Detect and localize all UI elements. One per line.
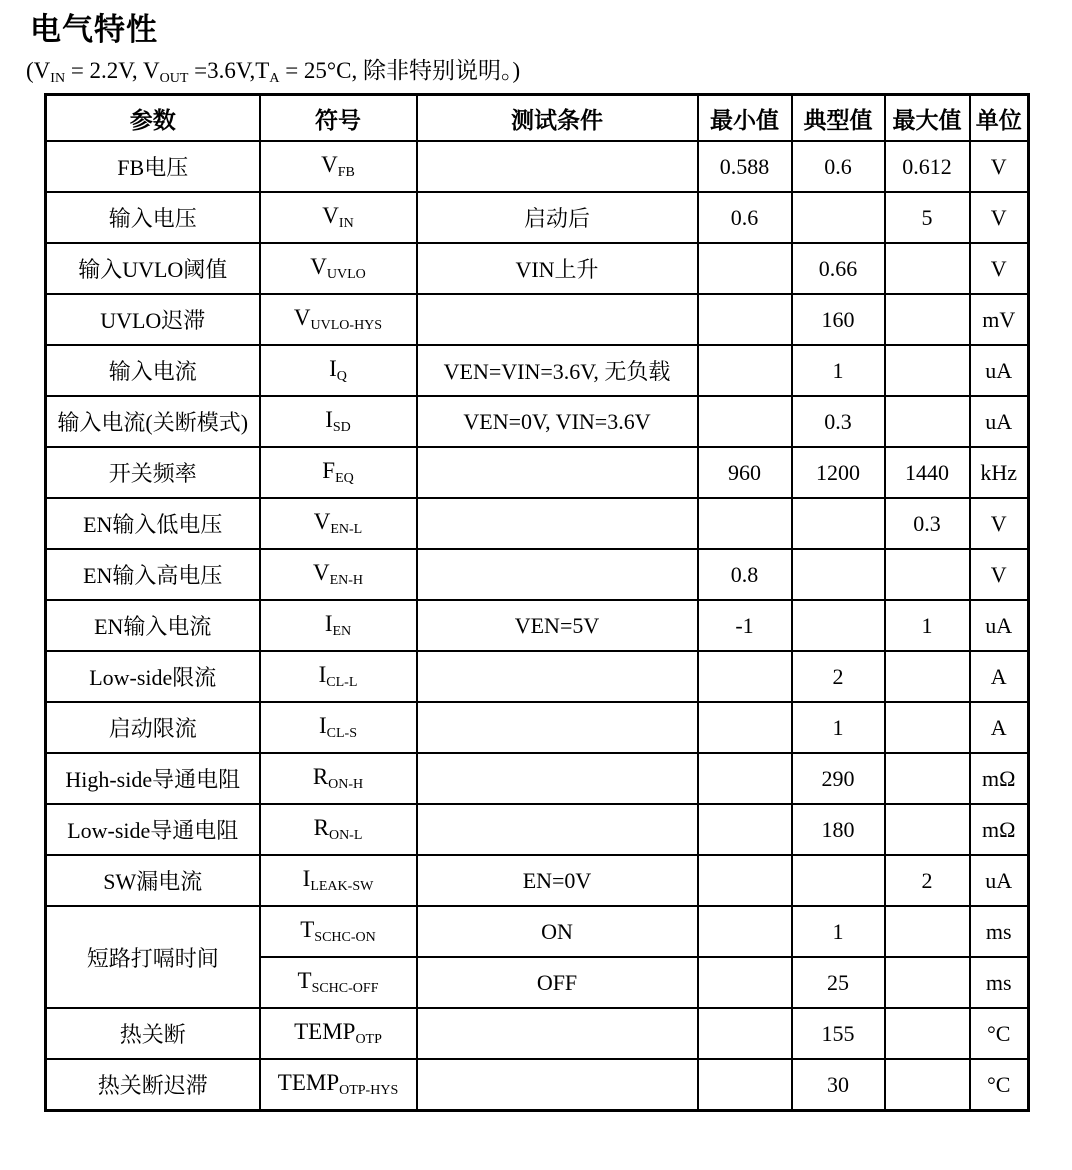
condition-cell bbox=[417, 498, 698, 549]
symbol-subscript: SCHC-OFF bbox=[311, 981, 379, 996]
condition-cell bbox=[417, 294, 698, 345]
max-value-cell bbox=[885, 345, 970, 396]
symbol-subscript: EN bbox=[332, 624, 352, 639]
max-value-cell: 1440 bbox=[885, 447, 970, 498]
column-header-param: 参数 bbox=[46, 95, 260, 142]
conditions-note-seg2: = 2.2V, V bbox=[65, 58, 160, 83]
column-header-typ: 典型值 bbox=[792, 95, 885, 142]
table-row bbox=[46, 804, 1029, 855]
condition-cell bbox=[417, 804, 698, 855]
table-row bbox=[46, 1008, 1029, 1059]
symbol-cell bbox=[260, 600, 417, 651]
max-value-cell bbox=[885, 651, 970, 702]
symbol-subscript: ON-L bbox=[328, 828, 363, 843]
symbol-subscript: SD bbox=[332, 420, 351, 435]
condition-cell bbox=[417, 753, 698, 804]
symbol-cell bbox=[260, 141, 417, 192]
symbol-subscript: ON-H bbox=[328, 777, 364, 792]
min-value-cell bbox=[698, 702, 792, 753]
max-value-cell bbox=[885, 549, 970, 600]
min-value-cell: 960 bbox=[698, 447, 792, 498]
max-value-cell: 2 bbox=[885, 855, 970, 906]
min-value-cell bbox=[698, 396, 792, 447]
condition-cell bbox=[417, 141, 698, 192]
conditions-note-seg4: = 25°C, 除非特别说明。) bbox=[279, 58, 521, 83]
max-value-cell: 5 bbox=[885, 192, 970, 243]
column-header-symbol: 符号 bbox=[260, 95, 417, 142]
column-header-condition: 测试条件 bbox=[417, 95, 698, 142]
max-value-cell bbox=[885, 294, 970, 345]
param-cell: 输入电流 bbox=[46, 345, 260, 396]
table-row bbox=[46, 549, 1029, 600]
symbol-subscript: SCHC-ON bbox=[314, 930, 376, 945]
typ-value-cell bbox=[792, 549, 885, 600]
max-value-cell bbox=[885, 906, 970, 957]
unit-cell: A bbox=[970, 651, 1029, 702]
electrical-characteristics-table bbox=[44, 93, 1030, 1112]
condition-cell bbox=[417, 1059, 698, 1111]
table-row bbox=[46, 192, 1029, 243]
symbol-base: TEMP bbox=[294, 1019, 356, 1044]
param-cell: Low-side限流 bbox=[46, 651, 260, 702]
symbol-base: I bbox=[329, 356, 337, 381]
symbol-cell bbox=[260, 192, 417, 243]
min-value-cell: 0.8 bbox=[698, 549, 792, 600]
table-row bbox=[46, 498, 1029, 549]
max-value-cell bbox=[885, 1008, 970, 1059]
symbol-cell bbox=[260, 1059, 417, 1111]
symbol-base: V bbox=[322, 203, 339, 228]
typ-value-cell: 30 bbox=[792, 1059, 885, 1111]
symbol-cell bbox=[260, 855, 417, 906]
min-value-cell bbox=[698, 855, 792, 906]
min-value-cell bbox=[698, 804, 792, 855]
param-cell: Low-side导通电阻 bbox=[46, 804, 260, 855]
max-value-cell: 0.3 bbox=[885, 498, 970, 549]
min-value-cell bbox=[698, 294, 792, 345]
symbol-cell bbox=[260, 702, 417, 753]
table-row bbox=[46, 294, 1029, 345]
unit-cell: °C bbox=[970, 1059, 1029, 1111]
symbol-base: T bbox=[300, 917, 315, 942]
condition-cell: 启动后 bbox=[417, 192, 698, 243]
min-value-cell: -1 bbox=[698, 600, 792, 651]
unit-cell: ms bbox=[970, 906, 1029, 957]
typ-value-cell bbox=[792, 498, 885, 549]
typ-value-cell: 0.66 bbox=[792, 243, 885, 294]
table-row bbox=[46, 396, 1029, 447]
min-value-cell bbox=[698, 753, 792, 804]
conditions-note-sub2: OUT bbox=[159, 71, 189, 86]
typ-value-cell: 25 bbox=[792, 957, 885, 1008]
table-row bbox=[46, 702, 1029, 753]
unit-cell: kHz bbox=[970, 447, 1029, 498]
min-value-cell: 0.6 bbox=[698, 192, 792, 243]
symbol-base: TEMP bbox=[277, 1070, 340, 1095]
param-cell: 热关断迟滞 bbox=[46, 1059, 260, 1111]
condition-cell bbox=[417, 651, 698, 702]
condition-cell: OFF bbox=[417, 957, 698, 1008]
min-value-cell bbox=[698, 957, 792, 1008]
symbol-subscript: OTP bbox=[355, 1032, 382, 1047]
symbol-cell bbox=[260, 1008, 417, 1059]
symbol-base: R bbox=[313, 815, 329, 840]
symbol-subscript: EQ bbox=[335, 471, 354, 486]
unit-cell: uA bbox=[970, 345, 1029, 396]
symbol-base: V bbox=[312, 560, 330, 585]
max-value-cell bbox=[885, 957, 970, 1008]
column-header-min: 最小值 bbox=[698, 95, 792, 142]
param-cell: 输入电流(关断模式) bbox=[46, 396, 260, 447]
param-cell: FB电压 bbox=[46, 141, 260, 192]
unit-cell: uA bbox=[970, 600, 1029, 651]
symbol-base: F bbox=[322, 458, 336, 483]
param-cell: EN输入高电压 bbox=[46, 549, 260, 600]
symbol-subscript: Q bbox=[336, 369, 347, 384]
unit-cell: mΩ bbox=[970, 753, 1029, 804]
max-value-cell bbox=[885, 1059, 970, 1111]
min-value-cell bbox=[698, 1008, 792, 1059]
symbol-subscript: UVLO bbox=[326, 267, 366, 282]
typ-value-cell: 1200 bbox=[792, 447, 885, 498]
typ-value-cell: 1 bbox=[792, 702, 885, 753]
unit-cell: A bbox=[970, 702, 1029, 753]
max-value-cell bbox=[885, 804, 970, 855]
symbol-cell bbox=[260, 804, 417, 855]
symbol-base: I bbox=[318, 713, 327, 738]
max-value-cell bbox=[885, 396, 970, 447]
symbol-base: I bbox=[318, 662, 327, 687]
symbol-subscript: CL-S bbox=[326, 726, 357, 741]
symbol-base: V bbox=[293, 305, 311, 330]
max-value-cell bbox=[885, 753, 970, 804]
condition-cell bbox=[417, 1008, 698, 1059]
symbol-cell bbox=[260, 906, 417, 957]
symbol-subscript: EN-L bbox=[330, 522, 363, 537]
typ-value-cell: 2 bbox=[792, 651, 885, 702]
symbol-base: V bbox=[310, 254, 327, 279]
symbol-cell bbox=[260, 396, 417, 447]
min-value-cell bbox=[698, 345, 792, 396]
table-row bbox=[46, 1059, 1029, 1111]
table-row bbox=[46, 906, 1029, 957]
symbol-base: R bbox=[312, 764, 329, 789]
conditions-note-seg3: =3.6V,T bbox=[188, 58, 270, 83]
unit-cell: uA bbox=[970, 396, 1029, 447]
column-header-max: 最大值 bbox=[885, 95, 970, 142]
symbol-base: V bbox=[321, 152, 338, 177]
typ-value-cell: 0.3 bbox=[792, 396, 885, 447]
symbol-subscript: IN bbox=[338, 216, 354, 231]
table-row bbox=[46, 855, 1029, 906]
symbol-subscript: UVLO-HYS bbox=[310, 318, 383, 333]
symbol-base: I bbox=[324, 611, 333, 636]
condition-cell: ON bbox=[417, 906, 698, 957]
condition-cell bbox=[417, 447, 698, 498]
param-cell: UVLO迟滞 bbox=[46, 294, 260, 345]
symbol-base: T bbox=[297, 968, 312, 993]
symbol-cell bbox=[260, 447, 417, 498]
table-row bbox=[46, 447, 1029, 498]
column-header-unit: 单位 bbox=[970, 95, 1029, 142]
min-value-cell bbox=[698, 1059, 792, 1111]
conditions-note-sub1: IN bbox=[50, 71, 66, 86]
symbol-cell bbox=[260, 243, 417, 294]
param-cell: High-side导通电阻 bbox=[46, 753, 260, 804]
unit-cell: V bbox=[970, 192, 1029, 243]
unit-cell: V bbox=[970, 549, 1029, 600]
typ-value-cell: 180 bbox=[792, 804, 885, 855]
param-cell: 热关断 bbox=[46, 1008, 260, 1059]
table-row bbox=[46, 345, 1029, 396]
symbol-cell bbox=[260, 294, 417, 345]
condition-cell: VIN上升 bbox=[417, 243, 698, 294]
symbol-subscript: LEAK-SW bbox=[310, 879, 374, 894]
param-cell: EN输入低电压 bbox=[46, 498, 260, 549]
min-value-cell bbox=[698, 906, 792, 957]
unit-cell: uA bbox=[970, 855, 1029, 906]
condition-cell bbox=[417, 702, 698, 753]
unit-cell: V bbox=[970, 498, 1029, 549]
param-cell: EN输入电流 bbox=[46, 600, 260, 651]
symbol-base: V bbox=[313, 509, 331, 534]
symbol-subscript: FB bbox=[337, 165, 355, 180]
unit-cell: V bbox=[970, 141, 1029, 192]
header-row bbox=[46, 95, 1029, 142]
symbol-base: I bbox=[302, 866, 311, 891]
table-row bbox=[46, 753, 1029, 804]
typ-value-cell bbox=[792, 600, 885, 651]
unit-cell: ms bbox=[970, 957, 1029, 1008]
min-value-cell bbox=[698, 651, 792, 702]
param-cell: SW漏电流 bbox=[46, 855, 260, 906]
condition-cell bbox=[417, 549, 698, 600]
symbol-subscript: CL-L bbox=[326, 675, 358, 690]
unit-cell: V bbox=[970, 243, 1029, 294]
typ-value-cell: 160 bbox=[792, 294, 885, 345]
condition-cell: VEN=5V bbox=[417, 600, 698, 651]
unit-cell: mV bbox=[970, 294, 1029, 345]
conditions-note bbox=[26, 52, 520, 87]
max-value-cell bbox=[885, 702, 970, 753]
symbol-base: I bbox=[325, 407, 333, 432]
typ-value-cell bbox=[792, 192, 885, 243]
typ-value-cell: 155 bbox=[792, 1008, 885, 1059]
condition-cell: VEN=VIN=3.6V, 无负载 bbox=[417, 345, 698, 396]
param-cell: 短路打嗝时间 bbox=[46, 906, 260, 1008]
min-value-cell: 0.588 bbox=[698, 141, 792, 192]
condition-cell: EN=0V bbox=[417, 855, 698, 906]
typ-value-cell: 1 bbox=[792, 345, 885, 396]
max-value-cell: 0.612 bbox=[885, 141, 970, 192]
symbol-cell bbox=[260, 549, 417, 600]
typ-value-cell: 1 bbox=[792, 906, 885, 957]
table-row bbox=[46, 651, 1029, 702]
max-value-cell: 1 bbox=[885, 600, 970, 651]
page-title: 电气特性 bbox=[30, 12, 158, 47]
table-row bbox=[46, 600, 1029, 651]
conditions-note-seg1: (V bbox=[26, 58, 51, 83]
symbol-subscript: EN-H bbox=[329, 573, 364, 588]
typ-value-cell: 0.6 bbox=[792, 141, 885, 192]
param-cell: 开关频率 bbox=[46, 447, 260, 498]
symbol-cell bbox=[260, 651, 417, 702]
symbol-cell bbox=[260, 753, 417, 804]
symbol-cell bbox=[260, 345, 417, 396]
min-value-cell bbox=[698, 243, 792, 294]
conditions-note-sub3: A bbox=[269, 71, 280, 86]
min-value-cell bbox=[698, 498, 792, 549]
symbol-cell bbox=[260, 498, 417, 549]
unit-cell: mΩ bbox=[970, 804, 1029, 855]
param-cell: 输入UVLO阈值 bbox=[46, 243, 260, 294]
param-cell: 输入电压 bbox=[46, 192, 260, 243]
symbol-cell bbox=[260, 957, 417, 1008]
typ-value-cell bbox=[792, 855, 885, 906]
symbol-subscript: OTP-HYS bbox=[339, 1083, 399, 1098]
unit-cell: °C bbox=[970, 1008, 1029, 1059]
table-row bbox=[46, 243, 1029, 294]
param-cell: 启动限流 bbox=[46, 702, 260, 753]
condition-cell: VEN=0V, VIN=3.6V bbox=[417, 396, 698, 447]
typ-value-cell: 290 bbox=[792, 753, 885, 804]
max-value-cell bbox=[885, 243, 970, 294]
table-row bbox=[46, 141, 1029, 192]
